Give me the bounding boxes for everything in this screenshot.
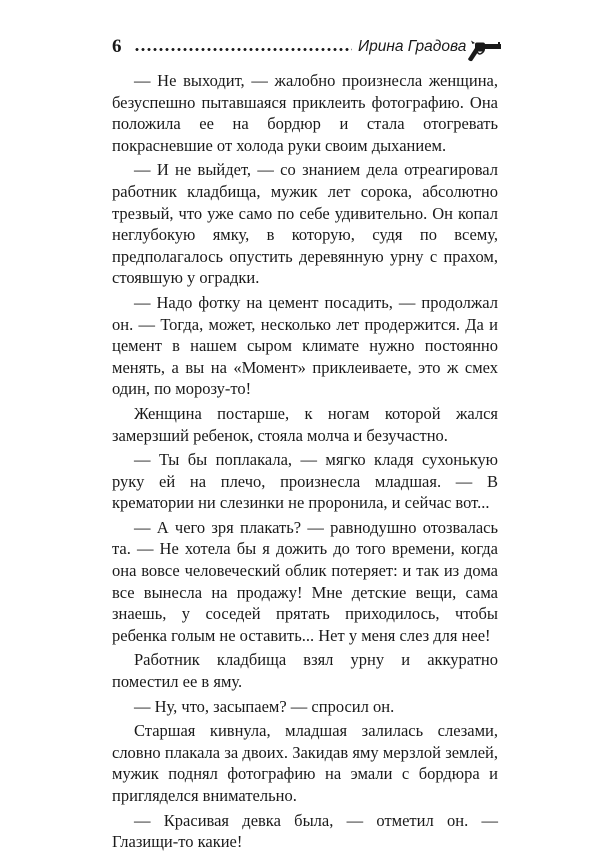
- paragraph: — Красивая девка была, — отметил он. — Глазищи-то какие!: [112, 810, 498, 852]
- paragraph: Женщина постарше, к ногам которой жался замерзший ребенок, стояла молча и безучастно.: [112, 403, 498, 445]
- paragraph: Работник кладбища взял урну и аккуратно поместил ее в яму.: [112, 650, 498, 692]
- paragraph: — Ну, что, засыпаем? — спросил он.: [134, 696, 395, 716]
- running-title-author: Ирина Градова: [358, 38, 467, 55]
- paragraph: Старшая кивнула, младшая залилась слезами, словно плакала за двоих. Закидав яму мерзлой землей, мужик поднял фотографию на эмали с бордюра и пригляделся внимательно.: [112, 721, 498, 805]
- paragraph: — Не выходит, — жалобно произнесла женщина, безуспешно пытавшаяся приклеить фотографию. Она положила ее на бордюр и стала отогревать покрасневшие от холода руки своим дыханием.: [112, 71, 498, 155]
- paragraph: — Ты бы поплакала, — мягко кладя сухонькую руку ей на плечо, произнесла младшая. — В крематории ни слезинки не проронила, и сейчас вот...: [112, 450, 498, 513]
- paragraph: — И не выйдет, — со знанием дела отреагировал работник кладбища, мужик лет сорока, абсолютно трезвый, что уже само по себе удивительно. Он копал неглубокую ямку, в которую, судя по всему, предполагалось опустить деревянную урну с прахом, стоявшую у оградки.: [112, 160, 498, 288]
- paragraph: — А чего зря плакать? — равнодушно отозвалась та. — Не хотела бы я дожить до того времени, когда она вовсе человеческий облик потеряет: и так из дома все вынесла на продажу! Мне детские вещи, сама знаешь, у соседей прятать приходилось, чтобы ребенка голым не оставить... Нет у меня слез для нее!: [112, 517, 498, 645]
- dotted-leader: [134, 48, 352, 51]
- paragraph: — Надо фотку на цемент посадить, — продолжал он. — Тогда, может, несколько лет продержится. Да и цемент в нашем сыром климате нужно постоянно менять, а вы на «Момент» приклеиваете, это ж смех один, по морозу-то!: [112, 292, 498, 399]
- body-text: [112, 70, 498, 856]
- revolver-icon: [466, 40, 502, 62]
- running-header: [112, 36, 500, 66]
- page-number: 6: [112, 36, 122, 57]
